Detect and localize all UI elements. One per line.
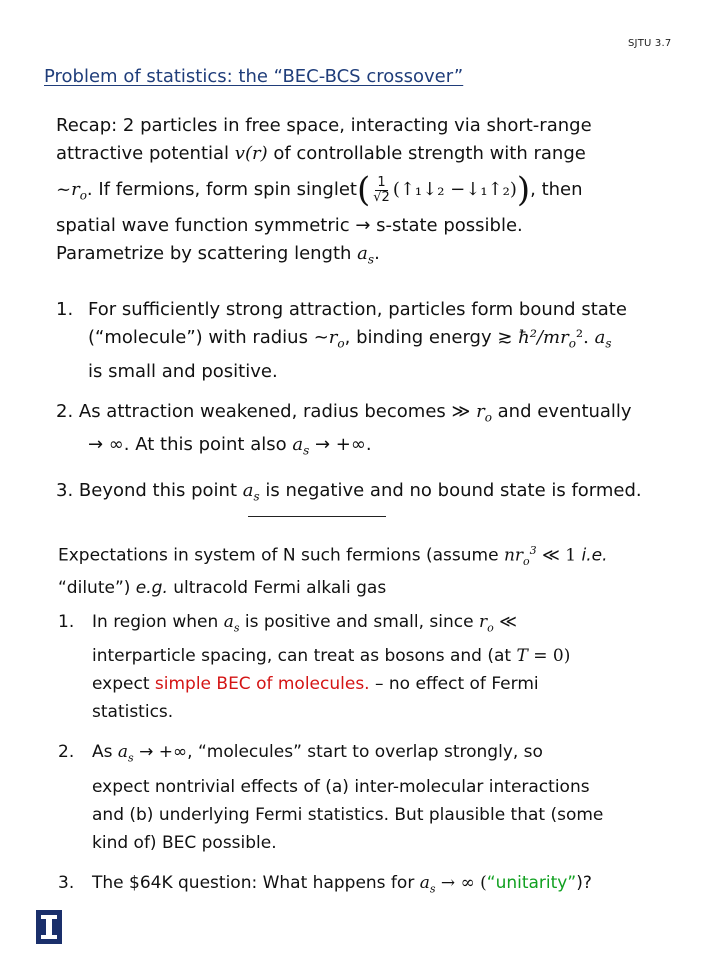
item-line: expect nontrivial effects of (a) inter-molecular interactions xyxy=(92,776,590,797)
scattering-length-symbol: a xyxy=(594,327,606,348)
illinois-block-i-icon xyxy=(36,910,62,944)
subscript: o xyxy=(337,336,345,351)
highlight-unitarity-text: “unitarity” xyxy=(486,872,577,893)
item-text: , binding energy ≳ xyxy=(344,327,519,348)
scattering-length-symbol: a xyxy=(117,742,129,763)
potential-symbol: v(r) xyxy=(234,143,268,164)
item-text: → ∞ ( xyxy=(435,872,487,893)
item-line xyxy=(92,642,698,670)
frac-denominator: √2 xyxy=(373,189,390,205)
scattering-length-symbol: a xyxy=(223,612,234,632)
list-item xyxy=(58,608,698,726)
subscript: s xyxy=(303,443,310,458)
list-number: 1. xyxy=(56,299,74,320)
section-divider xyxy=(248,516,386,517)
expect-text: e.g. xyxy=(135,578,168,599)
expect-text: “dilute”) xyxy=(58,578,136,599)
item-line: and (b) underlying Fermi statistics. But plausible that (some xyxy=(92,804,604,825)
item-line: kind of) BEC possible. xyxy=(92,832,277,853)
item-text: and eventually xyxy=(491,400,632,422)
item-line: For sufficiently strong attraction, particles form bound state xyxy=(88,299,627,320)
expect-line-2 xyxy=(58,575,698,601)
list-item xyxy=(58,738,698,856)
one-over-root-two xyxy=(373,176,390,205)
highlight-bec-text: simple BEC of molecules. xyxy=(154,674,370,695)
item-text: = 0) xyxy=(527,646,571,667)
expect-text: Expectations in system of N such fermions (assume xyxy=(58,545,504,566)
item-text: ². xyxy=(575,327,595,348)
recap-text: , then xyxy=(530,179,583,200)
scattering-length-symbol: a xyxy=(419,872,430,893)
item-text: In region when xyxy=(92,612,224,632)
subscript: s xyxy=(233,621,240,635)
slide-title: Problem of statistics: the “BEC-BCS crossover” xyxy=(44,66,464,87)
list-item xyxy=(58,869,698,903)
item-line xyxy=(92,608,698,642)
subscript: s xyxy=(128,751,134,765)
binding-energy-expression: ħ²/mr xyxy=(518,327,569,348)
recap-text: Parametrize by scattering length xyxy=(56,243,358,264)
frac-numerator: 1 xyxy=(377,174,386,190)
recap-line-3 xyxy=(56,168,696,212)
recap-text: attractive potential xyxy=(56,143,235,164)
list-item xyxy=(56,477,696,511)
list-item xyxy=(56,398,696,465)
scattering-length-symbol: a xyxy=(292,434,304,456)
expect-text: i.e. xyxy=(581,545,608,566)
subscript: o xyxy=(487,621,494,635)
range-symbol: ~r xyxy=(56,179,80,200)
item-line: is small and positive. xyxy=(88,360,278,382)
subscript: s xyxy=(605,336,612,351)
recap-paragraph xyxy=(56,112,696,274)
slide-tag: SJTU 3.7 xyxy=(628,38,672,49)
scattering-length-symbol: a xyxy=(242,479,254,501)
item-line xyxy=(92,670,698,698)
radius-symbol: r xyxy=(476,400,485,422)
item-text: → +∞. xyxy=(309,434,372,456)
item-text: The $64K question: What happens for xyxy=(92,872,420,893)
item-text: ≪ xyxy=(493,612,517,632)
item-line xyxy=(56,431,696,465)
item-text: → ∞. At this point also xyxy=(88,434,293,456)
list-number: 1. xyxy=(58,612,75,632)
recap-line-2 xyxy=(56,140,696,168)
radius-symbol: r xyxy=(479,612,488,632)
scattering-length-symbol: a xyxy=(357,243,368,264)
item-text: is negative and no bound state is formed. xyxy=(259,479,642,501)
item-line xyxy=(88,324,696,358)
radius-symbol: r xyxy=(328,327,338,348)
spin-singlet-expression: (↑₁↓₂ −↓₁↑₂) xyxy=(392,179,517,200)
list-number: 3. xyxy=(58,872,75,893)
subscript: s xyxy=(429,882,436,896)
left-paren-icon: ( xyxy=(356,170,371,210)
subscript: s xyxy=(253,489,260,504)
recap-line-4: spatial wave function symmetric → s-state possible. xyxy=(56,215,523,236)
recap-text: . xyxy=(374,243,380,264)
item-text: As xyxy=(92,742,118,763)
expect-text: ≪ 1 xyxy=(536,545,582,566)
item-line xyxy=(56,398,696,432)
subscript: o xyxy=(484,410,492,425)
density-symbol: nr xyxy=(503,545,524,566)
item-line xyxy=(92,869,698,903)
recap-text: . If fermions, form spin singlet xyxy=(86,179,357,200)
item-text: 3. Beyond this point xyxy=(56,479,243,501)
superscript: 3 xyxy=(529,544,537,557)
list-number: 2. xyxy=(58,742,75,763)
expectations-paragraph xyxy=(58,538,698,601)
item-text: interparticle spacing, can treat as bosons and (at xyxy=(92,646,517,667)
recap-line-5 xyxy=(56,240,696,274)
item-text: expect xyxy=(92,674,155,695)
item-text: is positive and small, since xyxy=(239,612,479,632)
subscript: o xyxy=(568,336,576,351)
list-item xyxy=(56,296,696,386)
temperature-symbol: T xyxy=(516,646,528,667)
item-text: (“molecule”) with radius ~ xyxy=(88,327,329,348)
bound-state-list xyxy=(56,296,696,510)
item-text: 2. As attraction weakened, radius becomes ≫ xyxy=(56,400,477,422)
item-text: → +∞, “molecules” start to overlap strongly, so xyxy=(133,742,543,763)
recap-text: of controllable strength with range xyxy=(267,143,586,164)
item-text: )? xyxy=(576,872,592,893)
item-line xyxy=(92,738,698,772)
expect-text: ultracold Fermi alkali gas xyxy=(167,578,387,599)
recap-line-1: Recap: 2 particles in free space, interacting via short-range xyxy=(56,115,592,136)
subscript: o xyxy=(79,188,87,203)
expectations-list xyxy=(58,608,698,903)
right-paren-icon: ) xyxy=(516,170,531,210)
subscript: o xyxy=(523,555,530,569)
subscript: s xyxy=(367,252,375,267)
item-text: – no effect of Fermi xyxy=(369,674,539,695)
item-line: statistics. xyxy=(92,702,174,723)
expect-line-1 xyxy=(58,538,698,575)
